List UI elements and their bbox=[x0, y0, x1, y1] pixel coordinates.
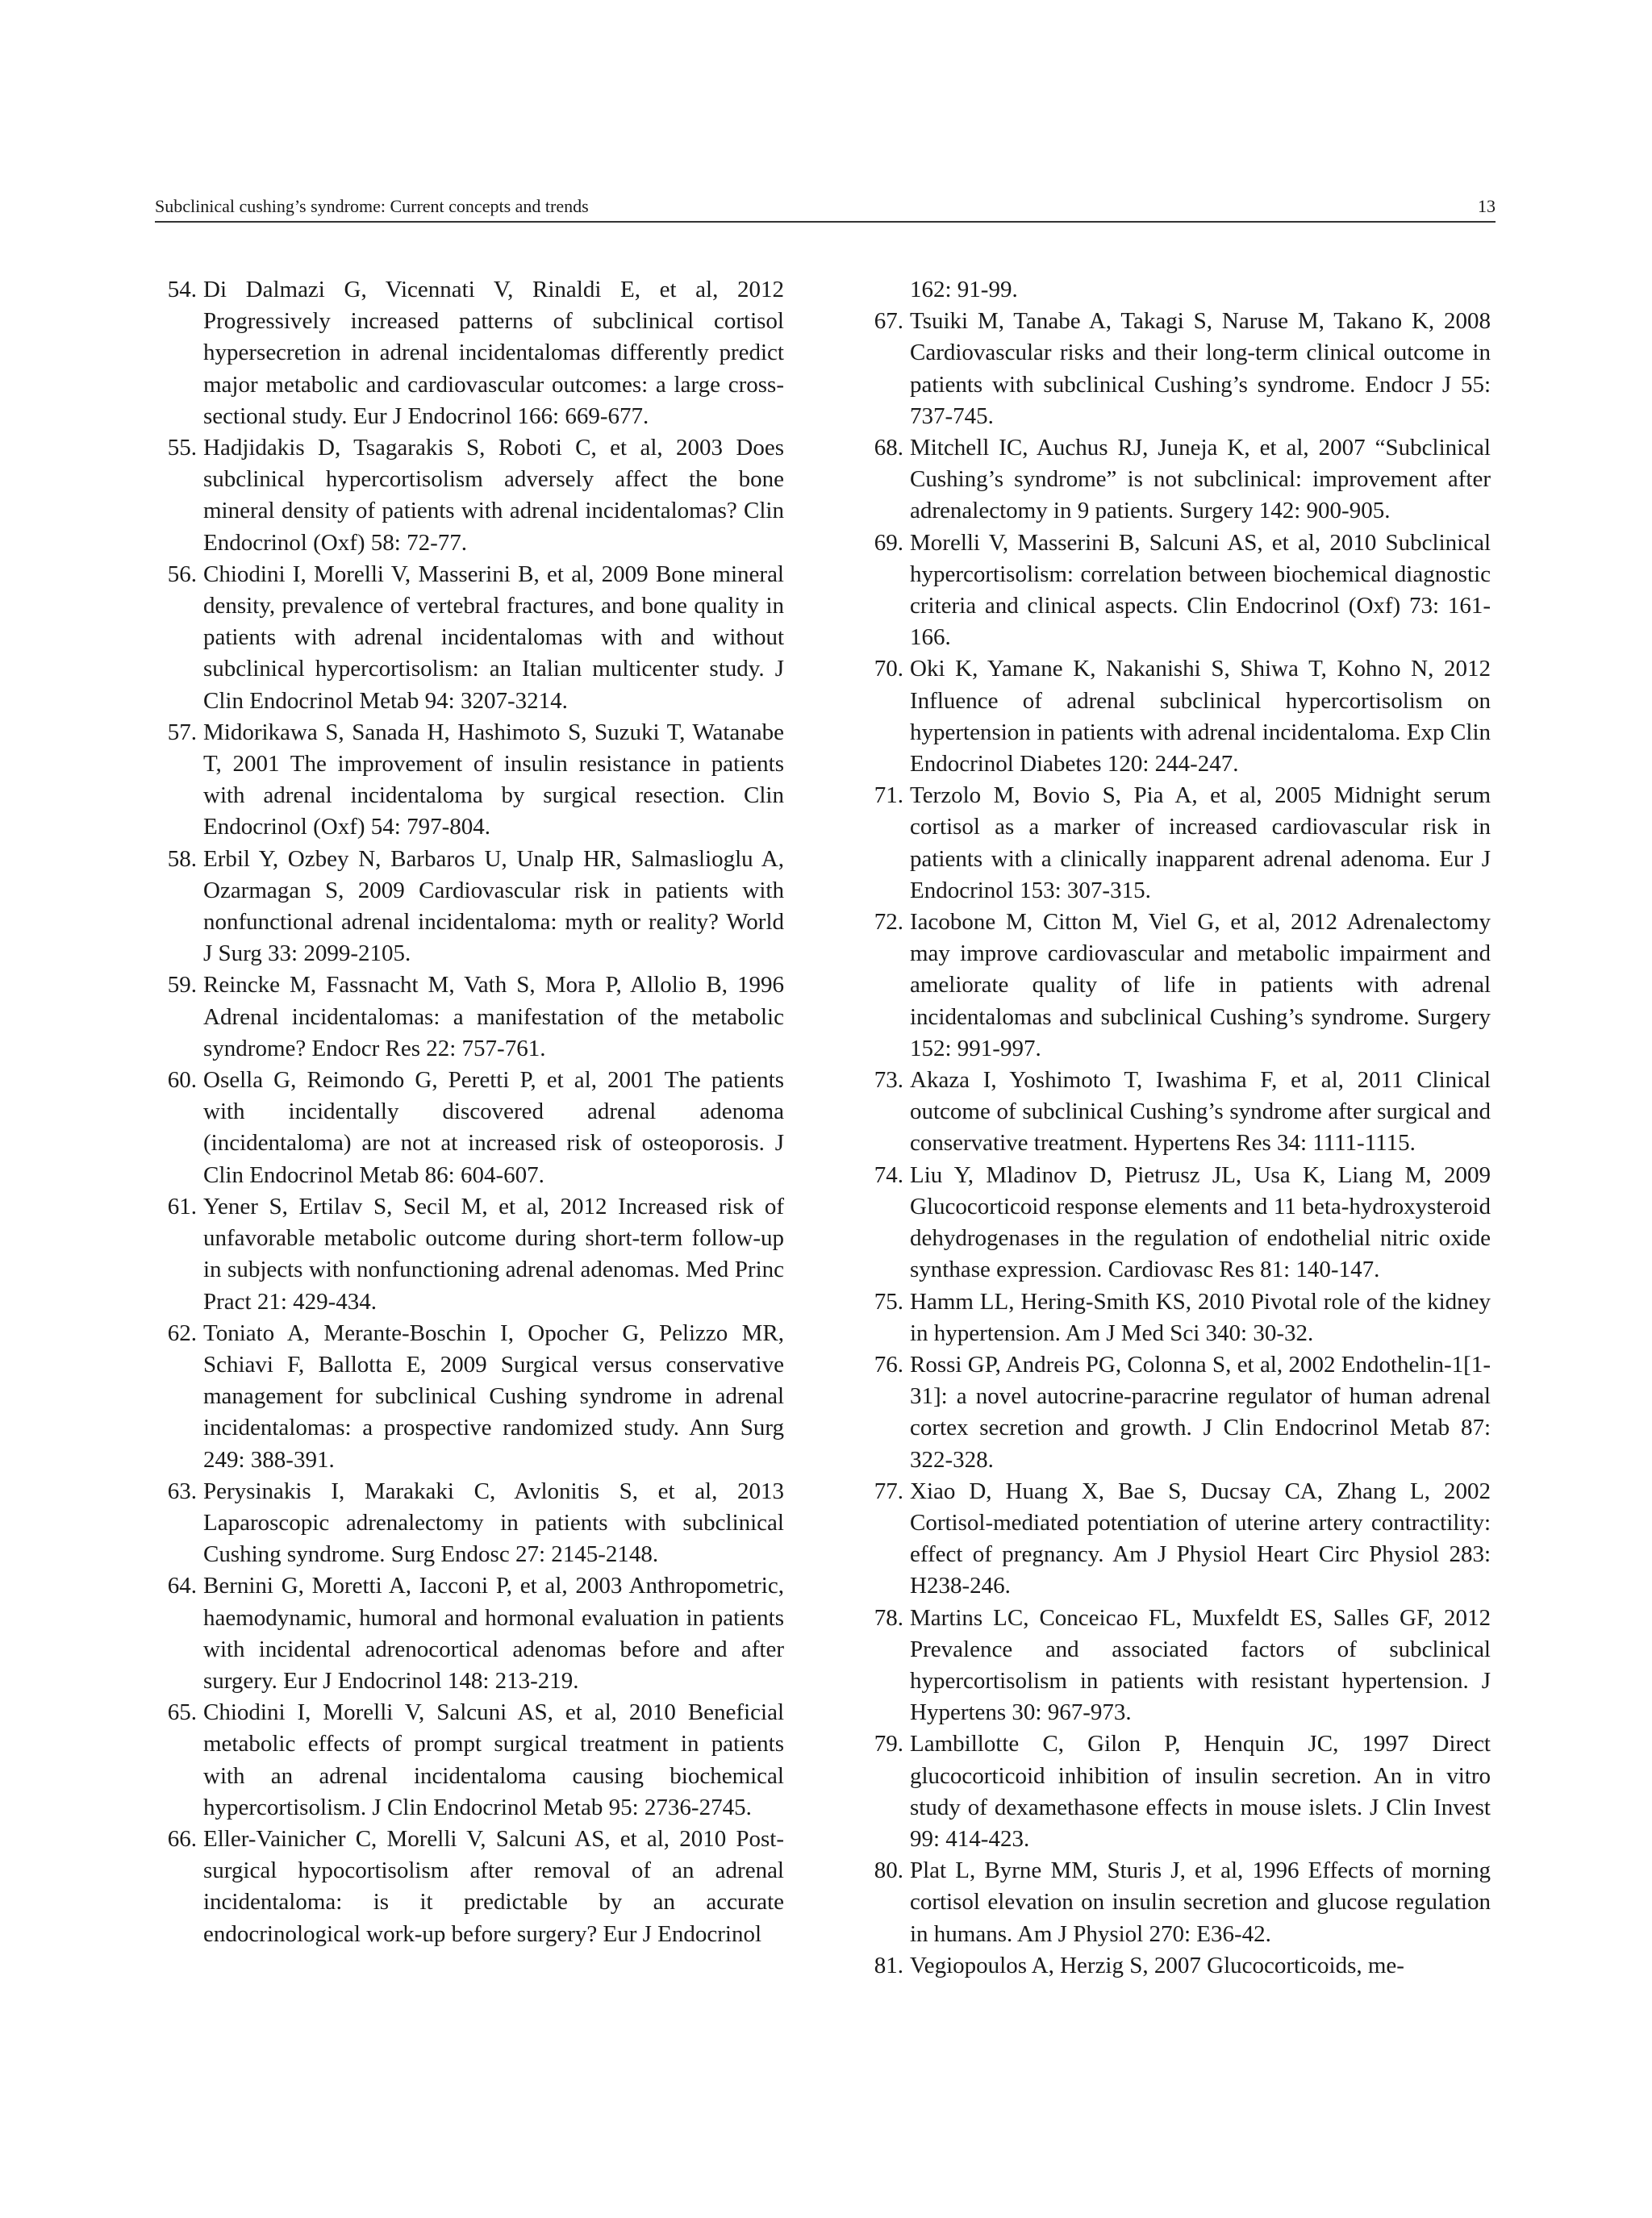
reference-text: Hadjidakis D, Tsagarakis S, Roboti C, et al, 2003 Does subclinical hypercortisolism adversely affect the bone mineral density of patients with adrenal incidentalomas? Clin Endocrinol (Oxf) 58: 72-77. bbox=[203, 435, 784, 556]
reference-item bbox=[155, 559, 784, 717]
reference-number: 78. bbox=[874, 1604, 903, 1631]
reference-text: Oki K, Yamane K, Nakanishi S, Shiwa T, Kohno N, 2012 Influence of adrenal subclinical hypercortisolism on hypertension in patients with adrenal incidentaloma. Exp Clin Endocrinol Diabetes 120: 244-247. bbox=[910, 656, 1491, 778]
reference-item bbox=[155, 1824, 784, 1950]
reference-number: 71. bbox=[874, 782, 903, 809]
reference-item bbox=[155, 1697, 784, 1824]
reference-text: Eller-Vainicher C, Morelli V, Salcuni AS, et al, 2010 Post-surgical hypocortisolism after removal of an adrenal incidentaloma: is it predictable by an accurate endocrinological work-up before surgery? Eur J Endocrinol bbox=[203, 1825, 784, 1947]
reference-number: 77. bbox=[874, 1478, 903, 1504]
running-title: Subclinical cushing’s syndrome: Current concepts and trends bbox=[155, 196, 589, 216]
reference-item bbox=[861, 527, 1491, 654]
reference-text: Di Dalmazi G, Vicennati V, Rinaldi E, et al, 2012 Progressively increased patterns of subclinical cortisol hypersecretion in adrenal incidentalomas differently predict major metabolic and cardiovascular outcomes: a large cross-sectional study. Eur J Endocrinol 166: 669-677. bbox=[203, 277, 784, 429]
reference-text: Plat L, Byrne MM, Sturis J, et al, 1996 Effects of morning cortisol elevation on insulin secretion and glucose regulation in humans. Am J Physiol 270: E36-42. bbox=[910, 1857, 1491, 1947]
reference-continuation: 162: 91-99. bbox=[910, 277, 1018, 302]
reference-number: 74. bbox=[874, 1161, 903, 1188]
reference-text: Martins LC, Conceicao FL, Muxfeldt ES, Salles GF, 2012 Prevalence and associated factors of subclinical hypercortisolism in patients with resistant hypertension. J Hypertens 30: 967-973. bbox=[910, 1604, 1491, 1726]
reference-item bbox=[155, 274, 784, 432]
reference-item bbox=[861, 907, 1491, 1065]
reference-text: Reincke M, Fassnacht M, Vath S, Mora P, Allolio B, 1996 Adrenal incidentalomas: a manifestation of the metabolic syndrome? Endocr Res 22: 757-761. bbox=[203, 972, 784, 1061]
reference-item bbox=[861, 1603, 1491, 1729]
reference-text: Bernini G, Moretti A, Iacconi P, et al, 2003 Anthropometric, haemodynamic, humoral and hormonal evaluation in patients with incidental adrenocortical adenomas before and after surgery. Eur J Endocrinol 148: 213-219. bbox=[203, 1573, 784, 1694]
reference-item bbox=[861, 1855, 1491, 1950]
reference-item bbox=[155, 1476, 784, 1571]
reference-text: Erbil Y, Ozbey N, Barbaros U, Unalp HR, Salmaslioglu A, Ozarmagan S, 2009 Cardiovascular risk in patients with nonfunctional adrenal incidentaloma: myth or reality? World J Surg 33: 2099-2105. bbox=[203, 845, 784, 967]
reference-text: Rossi GP, Andreis PG, Colonna S, et al, 2002 Endothelin-1[1-31]: a novel autocrine-paracrine regulator of human adrenal cortex secretion and growth. J Clin Endocrinol Metab 87: 322-328. bbox=[910, 1351, 1491, 1473]
reference-text: Chiodini I, Morelli V, Masserini B, et al, 2009 Bone mineral density, prevalence of vertebral fractures, and bone quality in patients with adrenal incidentalomas with and without subclinical hypercortisolism: an Italian multicenter study. J Clin Endocrinol Metab 94: 3207-3214. bbox=[203, 561, 784, 714]
reference-text: Perysinakis I, Marakaki C, Avlonitis S, et al, 2013 Laparoscopic adrenalectomy in patients with subclinical Cushing syndrome. Surg Endosc 27: 2145-2148. bbox=[203, 1478, 784, 1568]
reference-item bbox=[861, 1950, 1491, 1982]
reference-item bbox=[155, 1191, 784, 1318]
reference-text: Mitchell IC, Auchus RJ, Juneja K, et al, 2007 “Subclinical Cushing’s syndrome” is not subclinical: improvement after adrenalectomy in 9 patients. Surgery 142: 900-905. bbox=[910, 435, 1491, 524]
reference-text: Xiao D, Huang X, Bae S, Ducsay CA, Zhang L, 2002 Cortisol-mediated potentiation of uterine artery contractility: effect of pregnancy. Am J Physiol Heart Circ Physiol 283: H238-246. bbox=[910, 1478, 1491, 1599]
reference-number: 81. bbox=[874, 1952, 903, 1978]
reference-number: 80. bbox=[874, 1857, 903, 1884]
reference-item bbox=[861, 306, 1491, 432]
reference-number: 70. bbox=[874, 656, 903, 682]
running-header bbox=[155, 195, 1496, 223]
reference-number: 73. bbox=[874, 1067, 903, 1094]
reference-item bbox=[861, 780, 1491, 907]
reference-number: 57. bbox=[167, 719, 197, 745]
reference-item bbox=[861, 1286, 1491, 1349]
reference-number: 58. bbox=[167, 845, 197, 872]
reference-item bbox=[861, 653, 1491, 780]
reference-text: Tsuiki M, Tanabe A, Takagi S, Naruse M, Takano K, 2008 Cardiovascular risks and their long-term clinical outcome in patients with subclinical Cushing’s syndrome. Endocr J 55: 737-745. bbox=[910, 308, 1491, 429]
page-number: 13 bbox=[1478, 196, 1496, 216]
reference-text: Vegiopoulos A, Herzig S, 2007 Glucocorticoids, me- bbox=[910, 1952, 1404, 1978]
reference-number: 75. bbox=[874, 1288, 903, 1315]
reference-text: Osella G, Reimondo G, Peretti P, et al, 2001 The patients with incidentally discovered adrenal adenoma (incidentaloma) are not at increased risk of osteoporosis. J Clin Endocrinol Metab 86: 604-607. bbox=[203, 1067, 784, 1188]
reference-number: 72. bbox=[874, 909, 903, 936]
reference-number: 61. bbox=[167, 1193, 197, 1219]
reference-text: Toniato A, Merante-Boschin I, Opocher G, Pelizzo MR, Schiavi F, Ballotta E, 2009 Surgical versus conservative management for subclinical Cushing syndrome in adrenal incidentalomas: a prospective randomized study. Ann Surg 249: 388-391. bbox=[203, 1320, 784, 1473]
reference-text: Lambillotte C, Gilon P, Henquin JC, 1997 Direct glucocorticoid inhibition of insulin secretion. An in vitro study of dexamethasone effects in mouse islets. J Clin Invest 99: 414-423. bbox=[910, 1731, 1491, 1852]
reference-number: 76. bbox=[874, 1351, 903, 1378]
reference-number: 55. bbox=[167, 435, 197, 461]
reference-text: Chiodini I, Morelli V, Salcuni AS, et al, 2010 Beneficial metabolic effects of prompt surgical treatment in patients with an adrenal incidentaloma causing biochemical hypercortisolism. J Clin Endocrinol Metab 95: 2736-2745. bbox=[203, 1699, 784, 1820]
reference-text: Liu Y, Mladinov D, Pietrusz JL, Usa K, Liang M, 2009 Glucocorticoid response elements and 11 beta-hydroxysteroid dehydrogenases in the regulation of endothelial nitric oxide synthase expression. Cardiovasc Res 81: 140-147. bbox=[910, 1161, 1491, 1283]
reference-item bbox=[155, 1065, 784, 1191]
reference-item bbox=[155, 432, 784, 559]
reference-item bbox=[861, 432, 1491, 527]
reference-text: Morelli V, Masserini B, Salcuni AS, et al, 2010 Subclinical hypercortisolism: correlation between biochemical diagnostic criteria and clinical aspects. Clin Endocrinol (Oxf) 73: 161-166. bbox=[910, 529, 1491, 651]
reference-item bbox=[861, 1065, 1491, 1160]
reference-number: 62. bbox=[167, 1320, 197, 1346]
reference-item bbox=[155, 1318, 784, 1476]
references-right-column bbox=[861, 274, 1491, 1982]
reference-item bbox=[155, 844, 784, 970]
reference-number: 69. bbox=[874, 529, 903, 556]
reference-item bbox=[155, 1570, 784, 1697]
reference-number: 59. bbox=[167, 972, 197, 999]
reference-number: 79. bbox=[874, 1731, 903, 1757]
reference-number: 64. bbox=[167, 1573, 197, 1599]
reference-item bbox=[861, 1160, 1491, 1286]
reference-text: Hamm LL, Hering-Smith KS, 2010 Pivotal role of the kidney in hypertension. Am J Med Sci 340: 30-32. bbox=[910, 1288, 1491, 1346]
reference-item bbox=[155, 717, 784, 844]
reference-text: Akaza I, Yoshimoto T, Iwashima F, et al, 2011 Clinical outcome of subclinical Cushing’s syndrome after surgical and conservative treatment. Hypertens Res 34: 1111-1115. bbox=[910, 1067, 1491, 1157]
reference-item bbox=[861, 1728, 1491, 1855]
reference-text: Yener S, Ertilav S, Secil M, et al, 2012 Increased risk of unfavorable metabolic outcome during short-term follow-up in subjects with nonfunctioning adrenal adenomas. Med Princ Pract 21: 429-434. bbox=[203, 1193, 784, 1315]
reference-text: Iacobone M, Citton M, Viel G, et al, 2012 Adrenalectomy may improve cardiovascular and metabolic impairment and ameliorate quality of life in patients with adrenal incidentalomas and subclinical Cushing’s syndrome. Surgery 152: 991-997. bbox=[910, 909, 1491, 1061]
reference-item bbox=[155, 969, 784, 1065]
reference-number: 60. bbox=[167, 1067, 197, 1094]
reference-number: 65. bbox=[167, 1699, 197, 1726]
reference-number: 68. bbox=[874, 435, 903, 461]
reference-number: 67. bbox=[874, 308, 903, 335]
reference-item bbox=[861, 1349, 1491, 1476]
reference-number: 66. bbox=[167, 1825, 197, 1852]
reference-number: 63. bbox=[167, 1478, 197, 1504]
reference-item bbox=[861, 1476, 1491, 1603]
reference-text: Midorikawa S, Sanada H, Hashimoto S, Suzuki T, Watanabe T, 2001 The improvement of insulin resistance in patients with adrenal incidentaloma by surgical resection. Clin Endocrinol (Oxf) 54: 797-804. bbox=[203, 719, 784, 840]
references-left-column bbox=[155, 274, 784, 1950]
reference-number: 54. bbox=[167, 277, 197, 302]
reference-number: 56. bbox=[167, 561, 197, 587]
reference-text: Terzolo M, Bovio S, Pia A, et al, 2005 Midnight serum cortisol as a marker of increased cardiovascular risk in patients with a clinically inapparent adrenal adenoma. Eur J Endocrinol 153: 307-315. bbox=[910, 782, 1491, 903]
